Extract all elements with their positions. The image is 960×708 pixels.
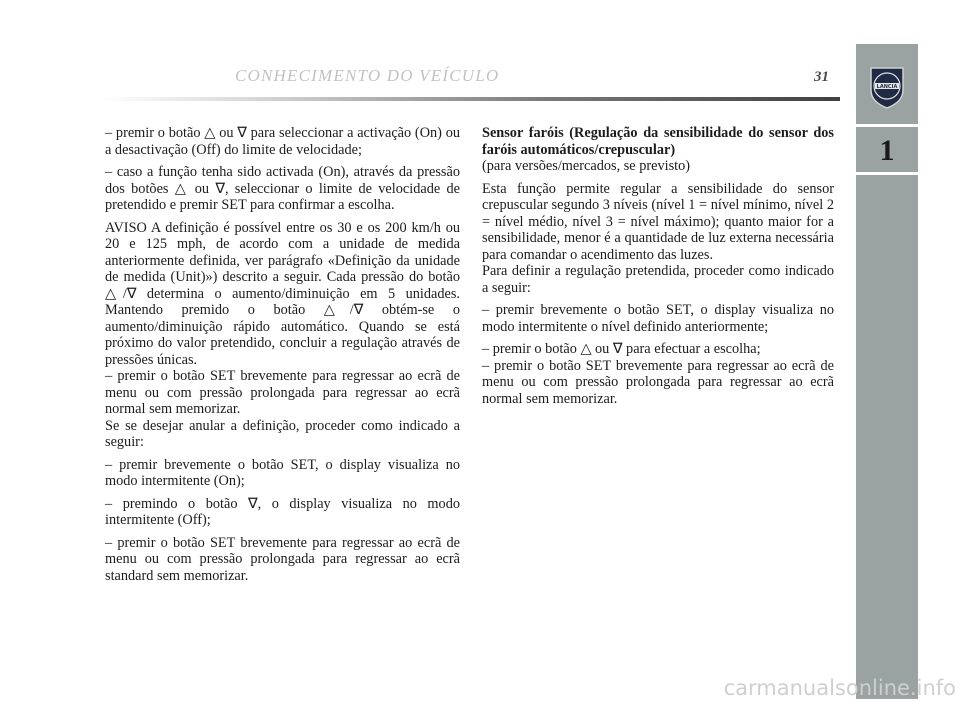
- paragraph: – premir o botão SET brevemente para regressar ao ecrã de menu ou com pressão prolongada para regressar ao ecrã normal sem memorizar.: [105, 368, 460, 417]
- paragraph: – premir o botão △ ou ∇ para efectuar a escolha;: [482, 341, 761, 357]
- paragraph: Esta função permite regular a sensibilidade do sensor crepuscular segundo 3 níveis (nível 1 = nível mínimo, nível 2 = nível médio, nível 3 = nível máximo); quanto maior for a sensibilidade, menor é a quantidade de luz externa necessária para comandar o acendimento das luzes.: [482, 180, 834, 263]
- logo-text: LANCIA: [876, 84, 898, 90]
- page-number: 31: [814, 69, 829, 85]
- section-note: (para versões/mercados, se previsto): [482, 158, 691, 174]
- section-heading: Sensor faróis (Regulação da sensibilidade do sensor dos faróis automáticos/crepuscular): [482, 125, 834, 158]
- paragraph: – premir o botão SET brevemente para regressar ao ecrã de menu ou com pressão prolongada para regressar ao ecrã standard sem memorizar.: [105, 534, 460, 584]
- paragraph: – caso a função tenha sido activada (On), através da pressão dos botões △ ou ∇, seleccionar o limite de velocidade de pretendido e premir SET para confirmar a escolha.: [105, 164, 460, 213]
- paragraph: Para definir a regulação pretendida, proceder como indicado a seguir:: [482, 263, 834, 296]
- tab-separator: [856, 124, 918, 127]
- lancia-logo-icon: [856, 64, 918, 112]
- left-column: [105, 125, 460, 590]
- paragraph: Se se desejar anular a definição, proceder como indicado a seguir:: [105, 417, 460, 450]
- paragraph: – premindo o botão ∇, o display visualiza no modo intermitente (Off);: [105, 495, 460, 528]
- header-rule: [100, 97, 840, 101]
- watermark-link[interactable]: carmanualsonline.info: [723, 676, 956, 700]
- paragraph: AVISO A definição é possível entre os 30 e os 200 km/h ou 20 e 125 mph, de acordo com a unidade de medida anteriormente definida, ver parágrafo «Definição da unidade de medida (Unit)») descrito a seguir. Cada pressão do botão △/∇ determina o aumento/diminuição em 5 unidades. Mantendo premido o botão △/∇ obtém-se o aumento/diminuição rápido automático. Quando se está próximo do valor pretendido, concluir a regulação através de pressões únicas.: [105, 219, 460, 368]
- page-header-title: CONHECIMENTO DO VEÍCULO: [235, 66, 500, 85]
- right-column: [482, 125, 834, 413]
- tab-separator: [856, 172, 918, 175]
- paragraph: – premir brevemente o botão SET, o display visualiza no modo intermitente o nível definido anteriormente;: [482, 302, 834, 335]
- paragraph: – premir o botão △ ou ∇ para seleccionar a activação (On) ou a desactivação (Off) do limite de velocidade;: [105, 125, 460, 158]
- paragraph: – premir o botão SET brevemente para regressar ao ecrã de menu ou com pressão prolongada para regressar ao ecrã normal sem memorizar.: [482, 357, 834, 407]
- paragraph: – premir brevemente o botão SET, o display visualiza no modo intermitente (On);: [105, 456, 460, 489]
- chapter-number: 1: [879, 134, 895, 167]
